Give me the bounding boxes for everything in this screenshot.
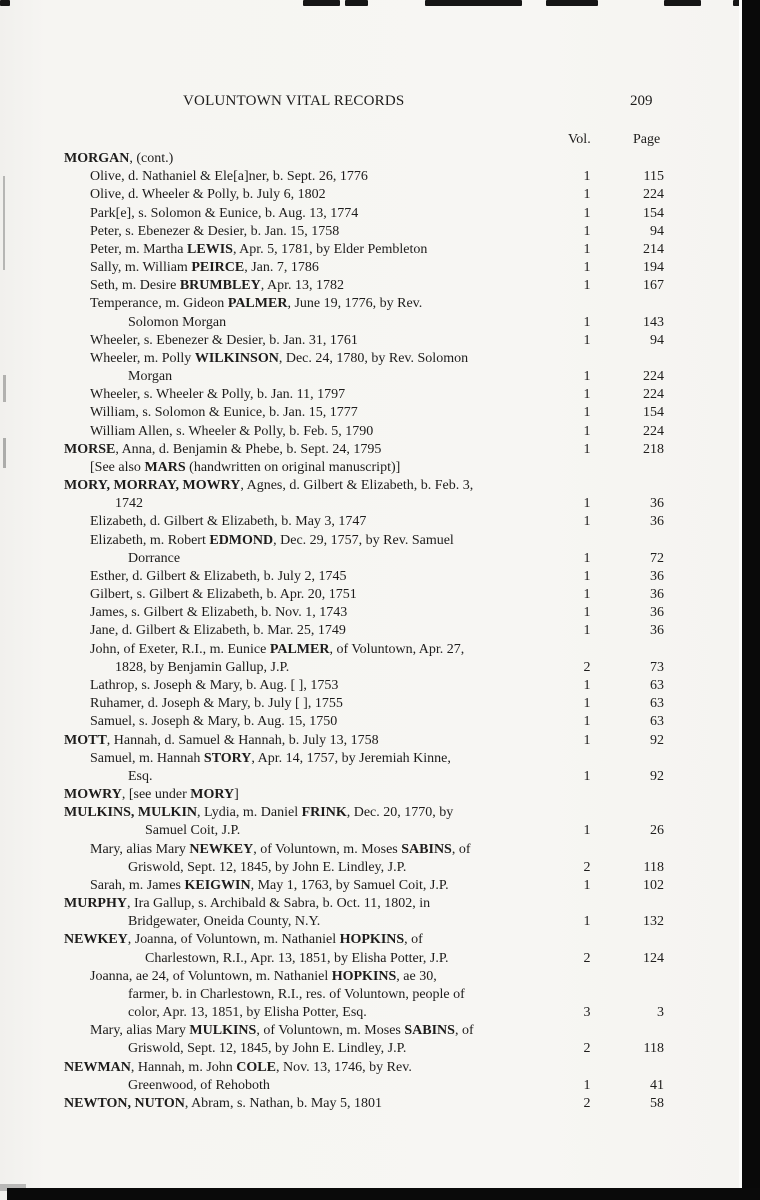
record-text: Olive, d. Nathaniel & Ele[a]ner, b. Sept. 26, 1776 <box>90 169 368 185</box>
record-vol: 1 <box>583 205 591 221</box>
record-page: 118 <box>643 859 664 875</box>
record-row <box>0 641 760 659</box>
record-page: 102 <box>643 877 664 893</box>
record-vol: 2 <box>583 859 591 875</box>
record-text: John, of Exeter, R.I., m. Eunice PALMER, of Voluntown, Apr. 27, <box>90 641 465 657</box>
scan-artifact-top-dash <box>0 0 10 6</box>
record-vol: 1 <box>583 677 591 693</box>
record-text: NEWMAN, Hannah, m. John COLE, Nov. 13, 1746, by Rev. <box>64 1059 412 1075</box>
record-text: Peter, m. Martha LEWIS, Apr. 5, 1781, by Elder Pembleton <box>90 241 428 257</box>
record-page: 94 <box>650 223 664 239</box>
record-text: Samuel, s. Joseph & Mary, b. Aug. 15, 1750 <box>90 714 338 730</box>
record-text: Solomon Morgan <box>128 314 227 330</box>
record-row <box>0 332 760 350</box>
record-text: NEWTON, NUTON, Abram, s. Nathan, b. May 5, 1801 <box>64 1095 382 1111</box>
record-vol: 2 <box>583 1095 591 1111</box>
record-text: Bridgewater, Oneida County, N.Y. <box>128 914 321 930</box>
record-row <box>0 804 760 822</box>
record-vol: 1 <box>583 605 591 621</box>
record-row <box>0 186 760 204</box>
record-text: Mary, alias Mary NEWKEY, of Voluntown, m. Moses SABINS, of <box>90 841 471 857</box>
record-vol: 1 <box>583 369 591 385</box>
record-page: 36 <box>650 623 664 639</box>
record-vol: 1 <box>583 187 591 203</box>
record-text: farmer, b. in Charlestown, R.I., res. of Voluntown, people of <box>128 986 465 1002</box>
scan-artifact-top-dash <box>425 0 522 6</box>
scan-artifact-top-dash <box>546 0 598 6</box>
record-row <box>0 913 760 931</box>
record-page: 41 <box>650 1077 664 1093</box>
record-row <box>0 441 760 459</box>
record-text: Seth, m. Desire BRUMBLEY, Apr. 13, 1782 <box>90 278 344 294</box>
record-page: 94 <box>650 332 664 348</box>
record-page: 73 <box>650 659 664 675</box>
record-row <box>0 695 760 713</box>
record-page: 214 <box>643 241 664 257</box>
record-page: 218 <box>643 441 664 457</box>
record-row <box>0 986 760 1004</box>
record-page: 72 <box>650 550 664 566</box>
record-page: 224 <box>643 369 664 385</box>
record-vol: 1 <box>583 1077 591 1093</box>
record-page: 132 <box>643 914 664 930</box>
record-row <box>0 513 760 531</box>
record-page: 143 <box>643 314 664 330</box>
record-row <box>0 750 760 768</box>
record-page: 115 <box>643 169 664 185</box>
record-row <box>0 314 760 332</box>
record-row <box>0 1022 760 1040</box>
record-text: James, s. Gilbert & Elizabeth, b. Nov. 1, 1743 <box>90 605 348 621</box>
record-page: 63 <box>650 677 664 693</box>
record-text: William Allen, s. Wheeler & Polly, b. Feb. 5, 1790 <box>90 423 374 439</box>
record-page: 36 <box>650 568 664 584</box>
record-text: 1742 <box>115 496 143 512</box>
record-text: William, s. Solomon & Eunice, b. Jan. 15, 1777 <box>90 405 358 421</box>
record-row <box>0 1095 760 1113</box>
record-text: Joanna, ae 24, of Voluntown, m. Nathaniel HOPKINS, ae 30, <box>90 968 437 984</box>
record-row <box>0 677 760 695</box>
record-row <box>0 931 760 949</box>
record-text: Elizabeth, m. Robert EDMOND, Dec. 29, 1757, by Rev. Samuel <box>90 532 454 548</box>
record-row <box>0 168 760 186</box>
scan-artifact-top-dash <box>664 0 701 6</box>
record-row <box>0 205 760 223</box>
record-row <box>0 368 760 386</box>
record-text: Wheeler, s. Wheeler & Polly, b. Jan. 11, 1797 <box>90 387 346 403</box>
record-page: 154 <box>643 205 664 221</box>
column-header-page: Page <box>633 132 661 147</box>
page-number: 209 <box>630 93 653 109</box>
record-row <box>0 586 760 604</box>
record-vol: 1 <box>583 278 591 294</box>
record-row <box>0 732 760 750</box>
record-vol: 1 <box>583 423 591 439</box>
record-text: Esq. <box>128 768 153 784</box>
record-row <box>0 968 760 986</box>
record-row <box>0 386 760 404</box>
record-page: 63 <box>650 714 664 730</box>
record-row <box>0 713 760 731</box>
record-text: color, Apr. 13, 1851, by Elisha Potter, Esq. <box>128 1005 367 1021</box>
record-text: Wheeler, m. Polly WILKINSON, Dec. 24, 1780, by Rev. Solomon <box>90 350 469 366</box>
record-vol: 1 <box>583 550 591 566</box>
record-text: Ruhamer, d. Joseph & Mary, b. July [ ], 1755 <box>90 696 343 712</box>
record-row <box>0 295 760 313</box>
record-text: MULKINS, MULKIN, Lydia, m. Daniel FRINK, Dec. 20, 1770, by <box>64 805 454 821</box>
record-vol: 1 <box>583 496 591 512</box>
record-row <box>0 1040 760 1058</box>
record-vol: 1 <box>583 914 591 930</box>
record-row <box>0 350 760 368</box>
record-vol: 1 <box>583 514 591 530</box>
record-text: Jane, d. Gilbert & Elizabeth, b. Mar. 25, 1749 <box>90 623 346 639</box>
record-vol: 1 <box>583 587 591 603</box>
record-row <box>0 622 760 640</box>
record-page: 92 <box>650 768 664 784</box>
scan-artifact-top-dash <box>345 0 368 6</box>
record-vol: 1 <box>583 768 591 784</box>
record-text: MOWRY, [see under MORY] <box>64 787 239 803</box>
record-text: Griswold, Sept. 12, 1845, by John E. Lindley, J.P. <box>128 1041 407 1057</box>
record-text: Sally, m. William PEIRCE, Jan. 7, 1786 <box>90 260 319 276</box>
record-row <box>0 550 760 568</box>
column-header-vol: Vol. <box>568 132 591 147</box>
record-text: MOTT, Hannah, d. Samuel & Hannah, b. July 13, 1758 <box>64 732 379 748</box>
record-text: Elizabeth, d. Gilbert & Elizabeth, b. May 3, 1747 <box>90 514 367 530</box>
record-vol: 1 <box>583 823 591 839</box>
record-page: 36 <box>650 514 664 530</box>
record-vol: 1 <box>583 714 591 730</box>
record-row <box>0 532 760 550</box>
record-vol: 1 <box>583 568 591 584</box>
record-text: MORY, MORRAY, MOWRY, Agnes, d. Gilbert & Elizabeth, b. Feb. 3, <box>64 478 474 494</box>
record-page: 224 <box>643 387 664 403</box>
record-row <box>0 659 760 677</box>
record-row <box>0 859 760 877</box>
record-page: 36 <box>650 587 664 603</box>
record-row <box>0 459 760 477</box>
scan-artifact-top-dash <box>303 0 340 6</box>
record-page: 3 <box>657 1005 664 1021</box>
record-row <box>0 1059 760 1077</box>
record-text: Gilbert, s. Gilbert & Elizabeth, b. Apr. 20, 1751 <box>90 587 357 603</box>
record-text: Charlestown, R.I., Apr. 13, 1851, by Elisha Potter, J.P. <box>145 950 449 966</box>
record-text: Greenwood, of Rehoboth <box>128 1077 270 1093</box>
record-row <box>0 223 760 241</box>
record-row <box>0 895 760 913</box>
record-vol: 1 <box>583 169 591 185</box>
record-vol: 1 <box>583 623 591 639</box>
record-page: 194 <box>643 260 664 276</box>
record-row <box>0 786 760 804</box>
record-vol: 1 <box>583 441 591 457</box>
record-text: Griswold, Sept. 12, 1845, by John E. Lindley, J.P. <box>128 859 407 875</box>
record-text: NEWKEY, Joanna, of Voluntown, m. Nathaniel HOPKINS, of <box>64 932 423 948</box>
record-page: 154 <box>643 405 664 421</box>
record-page: 118 <box>643 1041 664 1057</box>
record-text: Park[e], s. Solomon & Eunice, b. Aug. 13, 1774 <box>90 205 359 221</box>
record-text: MORSE, Anna, d. Benjamin & Phebe, b. Sept. 24, 1795 <box>64 441 382 457</box>
record-page: 224 <box>643 187 664 203</box>
record-text: Olive, d. Wheeler & Polly, b. July 6, 1802 <box>90 187 326 203</box>
record-vol: 2 <box>583 1041 591 1057</box>
record-page: 224 <box>643 423 664 439</box>
record-page: 58 <box>650 1095 664 1111</box>
record-row <box>0 259 760 277</box>
record-text: MORGAN, (cont.) <box>64 151 174 166</box>
record-text: Wheeler, s. Ebenezer & Desier, b. Jan. 31, 1761 <box>90 332 358 348</box>
record-row <box>0 950 760 968</box>
record-row <box>0 877 760 895</box>
record-page: 36 <box>650 605 664 621</box>
record-page: 167 <box>643 278 664 294</box>
records-list <box>0 150 760 1113</box>
record-row <box>0 568 760 586</box>
record-row <box>0 841 760 859</box>
record-text: Peter, s. Ebenezer & Desier, b. Jan. 15, 1758 <box>90 223 340 239</box>
record-row <box>0 277 760 295</box>
record-row <box>0 404 760 422</box>
record-text: Sarah, m. James KEIGWIN, May 1, 1763, by Samuel Coit, J.P. <box>90 877 449 893</box>
page-title: VOLUNTOWN VITAL RECORDS <box>183 93 405 109</box>
record-vol: 2 <box>583 659 591 675</box>
record-row <box>0 604 760 622</box>
record-vol: 1 <box>583 387 591 403</box>
record-text: Dorrance <box>128 550 181 566</box>
record-text: MURPHY, Ira Gallup, s. Archibald & Sabra, b. Oct. 11, 1802, in <box>64 896 431 912</box>
record-page: 92 <box>650 732 664 748</box>
record-vol: 2 <box>583 950 591 966</box>
record-text: Lathrop, s. Joseph & Mary, b. Aug. [ ], 1753 <box>90 677 339 693</box>
record-row <box>0 495 760 513</box>
record-text: 1828, by Benjamin Gallup, J.P. <box>115 659 290 675</box>
record-row <box>0 150 760 168</box>
record-vol: 1 <box>583 260 591 276</box>
record-text: Temperance, m. Gideon PALMER, June 19, 1776, by Rev. <box>90 296 423 312</box>
record-text: Samuel, m. Hannah STORY, Apr. 14, 1757, by Jeremiah Kinne, <box>90 750 451 766</box>
record-row <box>0 1004 760 1022</box>
record-vol: 1 <box>583 696 591 712</box>
record-row <box>0 423 760 441</box>
record-vol: 3 <box>583 1005 591 1021</box>
record-page: 36 <box>650 496 664 512</box>
record-row <box>0 1077 760 1095</box>
record-vol: 1 <box>583 877 591 893</box>
record-vol: 1 <box>583 223 591 239</box>
record-row <box>0 822 760 840</box>
record-text: Samuel Coit, J.P. <box>145 823 241 839</box>
record-vol: 1 <box>583 241 591 257</box>
record-row <box>0 241 760 259</box>
record-text: Esther, d. Gilbert & Elizabeth, b. July 2, 1745 <box>90 568 347 584</box>
record-page: 26 <box>650 823 664 839</box>
record-text: [See also MARS (handwritten on original manuscript)] <box>90 459 401 475</box>
record-vol: 1 <box>583 314 591 330</box>
scan-artifact-bottom-edge <box>7 1188 760 1200</box>
record-vol: 1 <box>583 732 591 748</box>
record-row <box>0 477 760 495</box>
record-page: 63 <box>650 696 664 712</box>
record-text: Mary, alias Mary MULKINS, of Voluntown, m. Moses SABINS, of <box>90 1023 474 1039</box>
record-page: 124 <box>643 950 664 966</box>
record-vol: 1 <box>583 332 591 348</box>
record-vol: 1 <box>583 405 591 421</box>
record-row <box>0 768 760 786</box>
record-text: Morgan <box>128 369 173 385</box>
